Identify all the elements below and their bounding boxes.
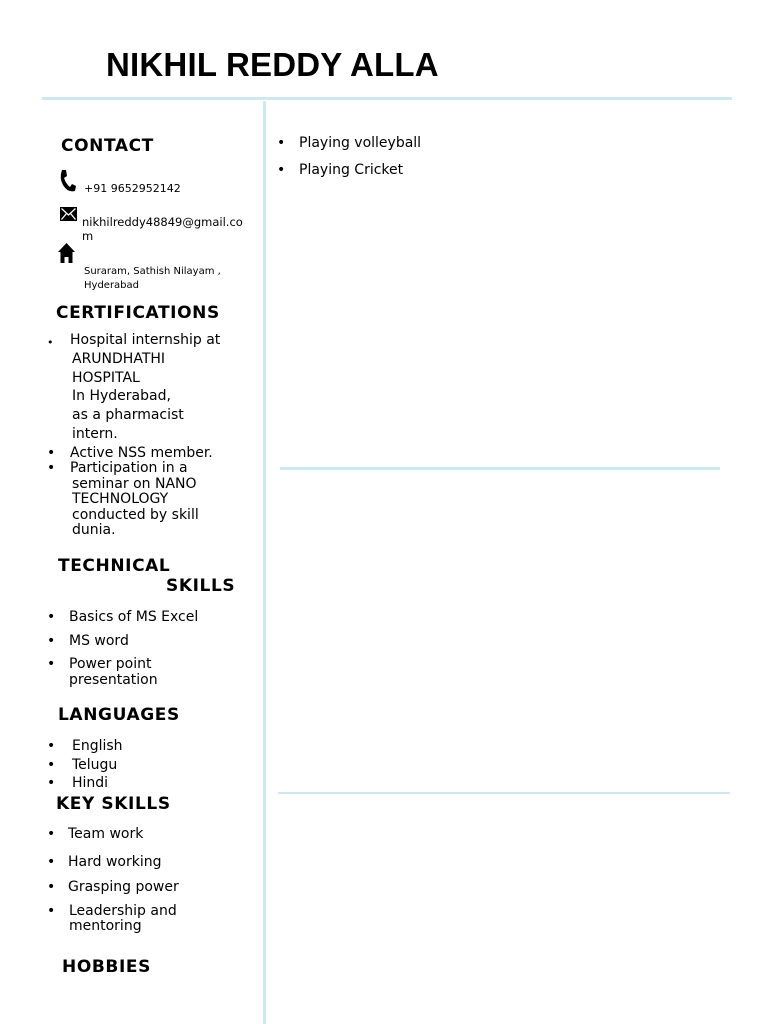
key-skills-heading: KEY SKILLS <box>56 794 171 814</box>
technical-skill-item: Basics of MS Excel <box>69 609 199 625</box>
certification-item-1-line: ARUNDHATHI <box>72 351 166 367</box>
section-divider-2 <box>278 792 730 794</box>
bullet: • <box>47 879 56 895</box>
contact-email-line2: m <box>82 229 94 243</box>
bullet: • <box>47 445 56 461</box>
header-divider <box>42 97 732 100</box>
key-skill-item: Leadership and <box>69 903 177 919</box>
contact-email-line1: nikhilreddy48849@gmail.co <box>82 215 243 229</box>
certification-item-1-line: Hospital internship at <box>70 332 221 348</box>
bullet: • <box>47 336 54 349</box>
key-skill-item: Grasping power <box>68 879 179 895</box>
resume-name: NIKHIL REDDY ALLA <box>106 46 439 83</box>
bullet: • <box>47 757 56 773</box>
technical-skill-item: MS word <box>69 633 129 649</box>
column-divider <box>263 101 266 1024</box>
language-item: English <box>72 738 123 754</box>
language-item: Telugu <box>72 757 118 773</box>
bullet: • <box>277 135 286 151</box>
contact-phone: +91 9652952142 <box>84 182 181 195</box>
contact-heading: CONTACT <box>61 136 154 156</box>
certification-item-3-line: Participation in a <box>70 460 188 476</box>
certification-item-3-line: dunia. <box>72 522 116 538</box>
technical-skill-item: Power point <box>69 656 152 672</box>
bullet: • <box>47 826 56 842</box>
hobby-item: Playing Cricket <box>299 162 404 178</box>
section-divider-1 <box>280 467 720 470</box>
hobby-item: Playing volleyball <box>299 135 422 151</box>
key-skill-item: Hard working <box>68 854 162 870</box>
mail-icon <box>60 207 77 221</box>
hobbies-heading: HOBBIES <box>62 957 151 977</box>
certification-item-3-line: TECHNOLOGY <box>72 491 169 507</box>
certification-item-1-line: as a pharmacist <box>72 407 184 423</box>
key-skill-item: Team work <box>68 826 144 842</box>
technical-skill-item-continuation: presentation <box>69 672 158 688</box>
certification-item-1-line: intern. <box>72 426 118 442</box>
contact-address-line1: Suraram, Sathish Nilayam , <box>84 266 221 277</box>
languages-heading: LANGUAGES <box>58 705 180 725</box>
language-item: Hindi <box>72 775 109 791</box>
bullet: • <box>47 903 56 919</box>
certification-item-1-line: HOSPITAL <box>72 370 140 386</box>
technical-skills-heading-line1: TECHNICAL <box>58 556 171 576</box>
certification-item-1-line: In Hyderabad, <box>72 388 171 404</box>
phone-icon <box>58 169 76 193</box>
bullet: • <box>47 633 56 649</box>
bullet: • <box>277 162 286 178</box>
certifications-heading: CERTIFICATIONS <box>56 303 220 323</box>
certification-item-3-line: seminar on NANO <box>72 476 197 492</box>
bullet: • <box>47 738 56 754</box>
bullet: • <box>47 460 56 476</box>
bullet: • <box>47 656 56 672</box>
certification-item-2: Active NSS member. <box>70 445 213 461</box>
technical-skills-heading-line2: SKILLS <box>166 576 236 596</box>
bullet: • <box>47 775 56 791</box>
contact-address-line2: Hyderabad <box>84 280 139 291</box>
bullet: • <box>47 854 56 870</box>
bullet: • <box>47 609 56 625</box>
certification-item-3-line: conducted by skill <box>72 507 199 523</box>
key-skill-item-continuation: mentoring <box>69 918 142 934</box>
home-icon <box>58 243 75 263</box>
